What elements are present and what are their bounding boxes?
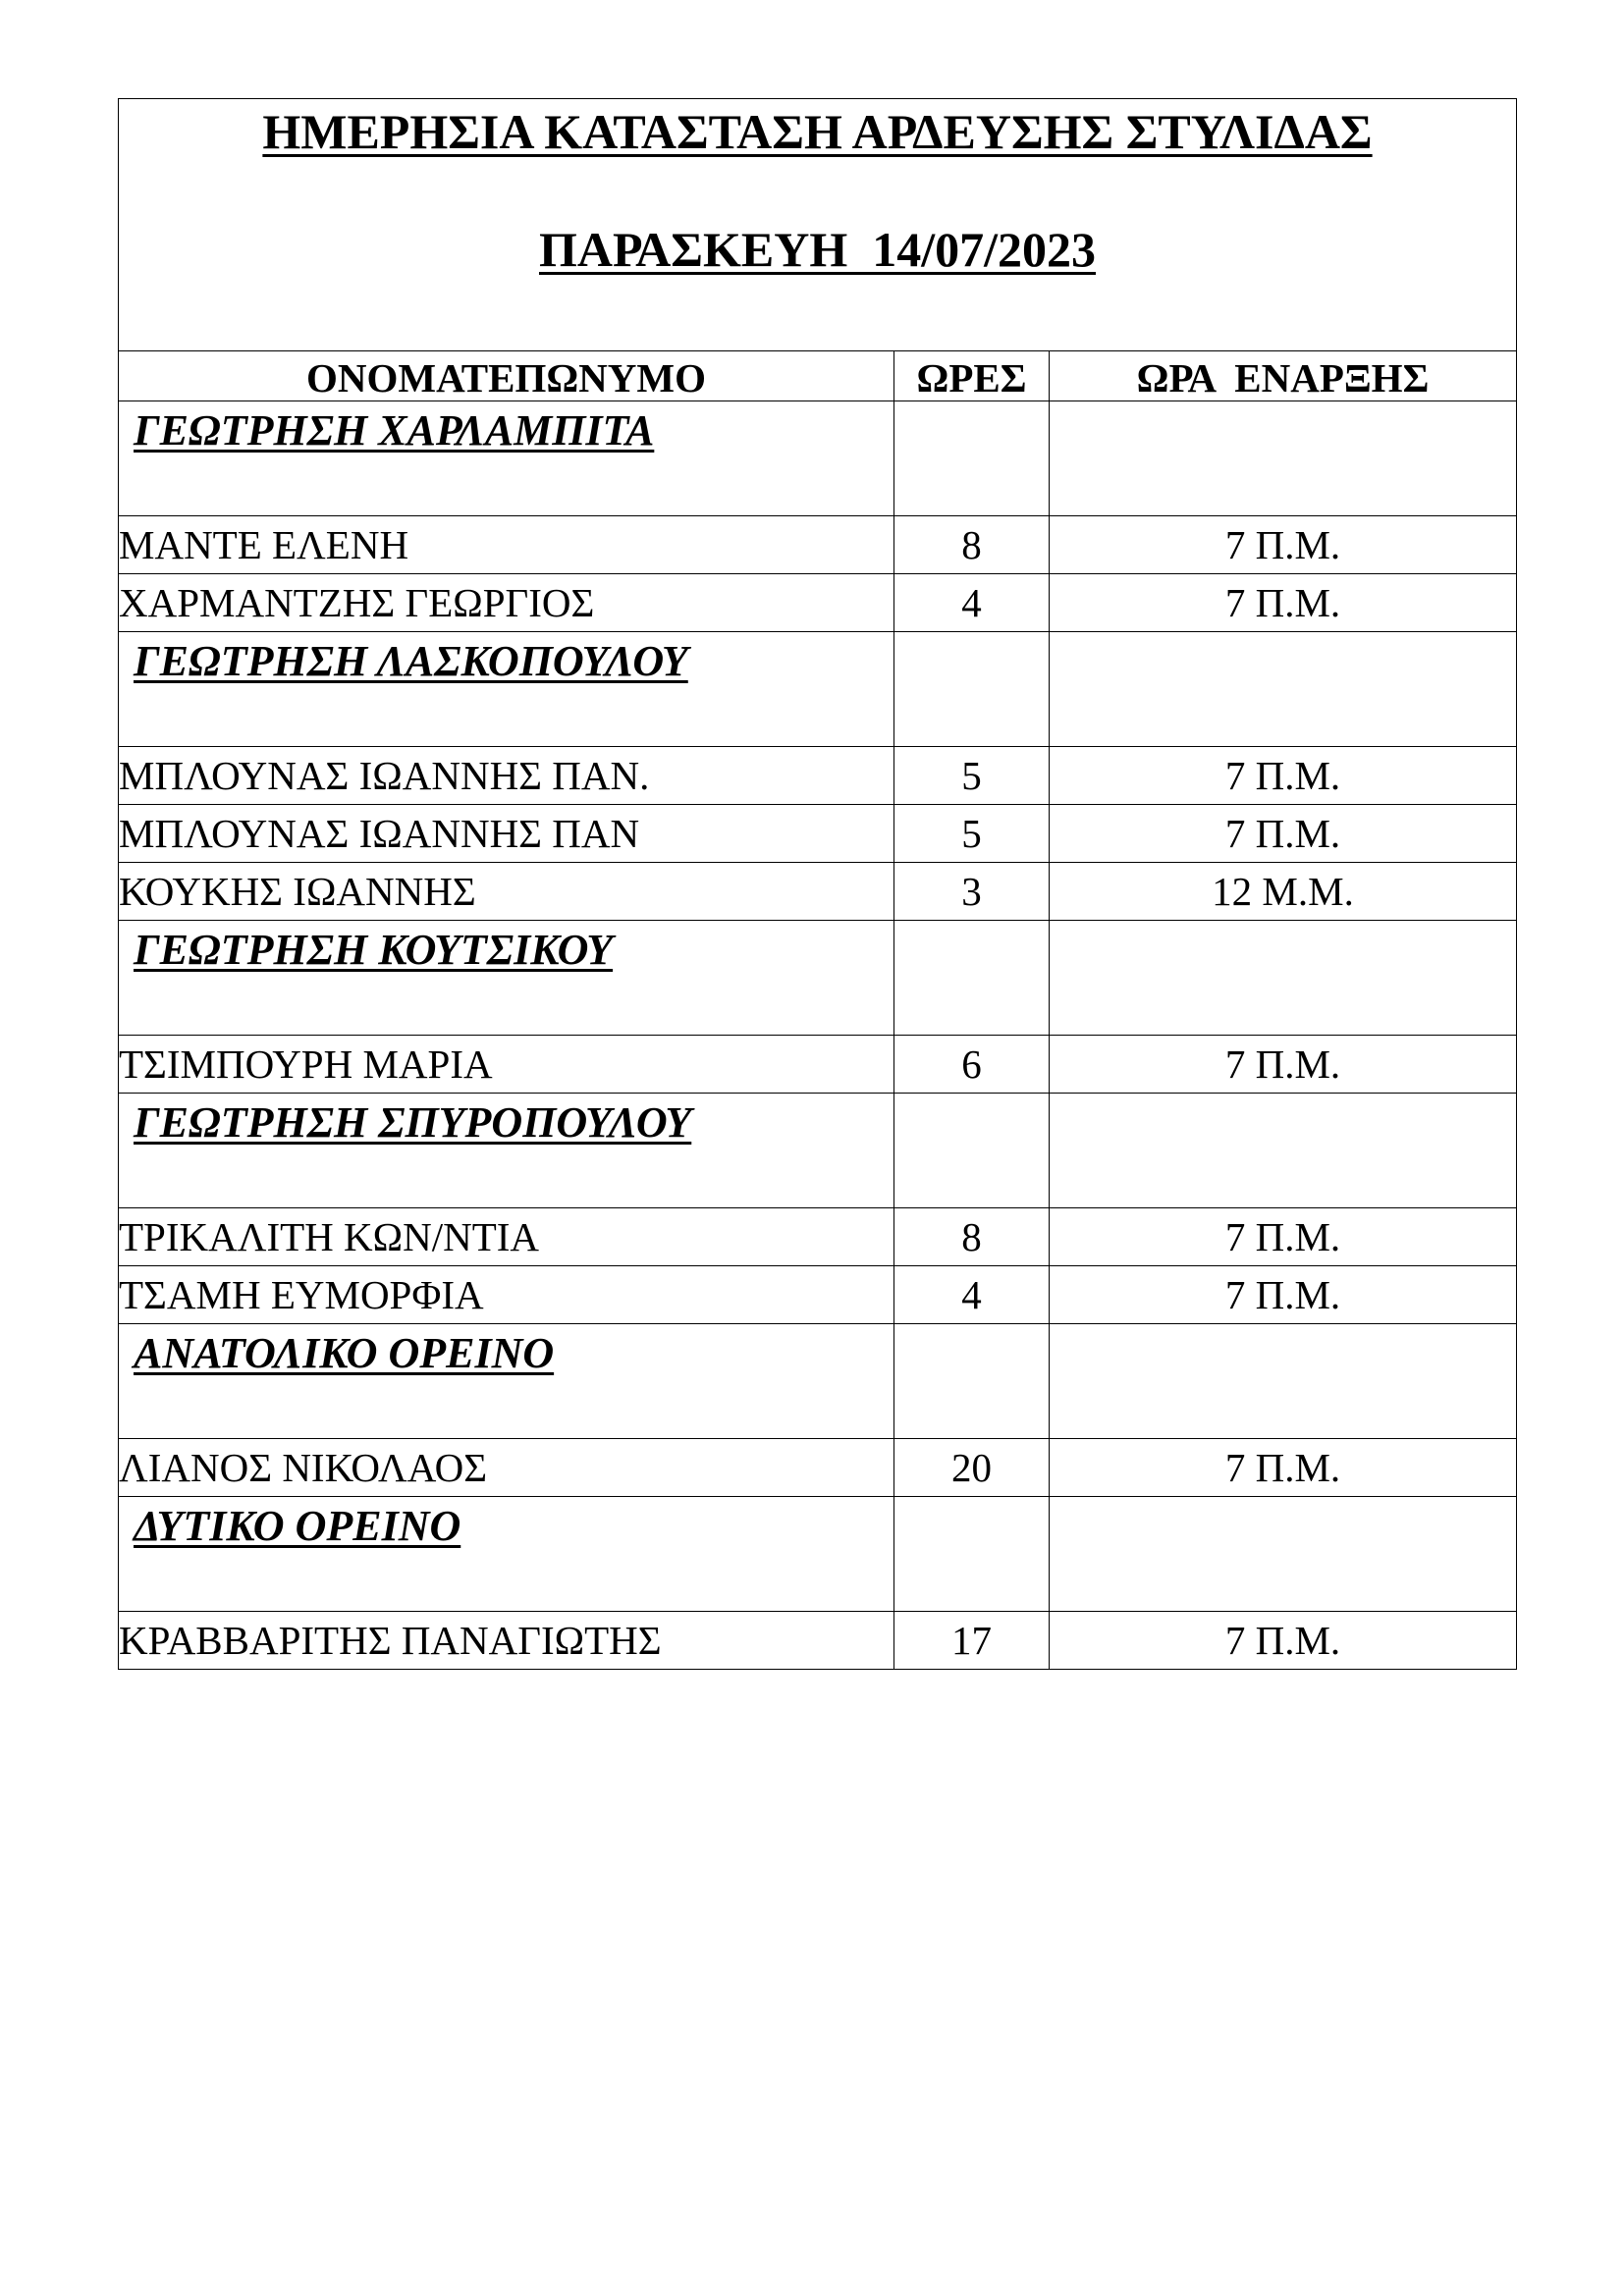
group-label-cell [119, 1094, 894, 1208]
person-name: ΤΣΑΜΗ ΕΥΜΟΡΦΙΑ [119, 1266, 894, 1324]
group-start-cell-empty [1050, 1497, 1517, 1612]
group-start-cell-empty [1050, 401, 1517, 516]
start-time: 7 Π.Μ. [1050, 1439, 1517, 1497]
irrigation-hours: 8 [894, 1208, 1050, 1266]
group-hours-cell-empty [894, 921, 1050, 1036]
person-name: ΜΠΛΟΥΝΑΣ ΙΩΑΝΝΗΣ ΠΑΝ [119, 805, 894, 863]
document-page [118, 98, 1516, 1670]
group-row [119, 1324, 1517, 1439]
group-hours-cell-empty [894, 401, 1050, 516]
start-time: 7 Π.Μ. [1050, 1208, 1517, 1266]
person-name: ΚΡΑΒΒΑΡΙΤΗΣ ΠΑΝΑΓΙΩΤΗΣ [119, 1612, 894, 1670]
group-start-cell-empty [1050, 632, 1517, 747]
table-row [119, 863, 1517, 921]
group-row [119, 1094, 1517, 1208]
table-row [119, 1036, 1517, 1094]
group-row [119, 632, 1517, 747]
person-name: ΜΑΝΤΕ ΕΛΕΝΗ [119, 516, 894, 574]
group-label: ΓΕΩΤΡΗΣΗ ΛΑΣΚΟΠΟΥΛΟΥ [134, 637, 688, 685]
start-time: 7 Π.Μ. [1050, 747, 1517, 805]
irrigation-hours: 4 [894, 574, 1050, 632]
irrigation-hours: 8 [894, 516, 1050, 574]
person-name: ΚΟΥΚΗΣ ΙΩΑΝΝΗΣ [119, 863, 894, 921]
start-time: 7 Π.Μ. [1050, 1266, 1517, 1324]
group-label: ΓΕΩΤΡΗΣΗ ΧΑΡΛΑΜΠΙΤΑ [134, 406, 655, 454]
irrigation-hours: 5 [894, 805, 1050, 863]
group-row [119, 921, 1517, 1036]
group-label-cell [119, 401, 894, 516]
start-time: 7 Π.Μ. [1050, 1036, 1517, 1094]
group-label: ΓΕΩΤΡΗΣΗ ΚΟΥΤΣΙΚΟΥ [134, 926, 614, 974]
group-label-cell [119, 632, 894, 747]
person-name: ΤΣΙΜΠΟΥΡΗ ΜΑΡΙΑ [119, 1036, 894, 1094]
table-row [119, 574, 1517, 632]
group-row [119, 1497, 1517, 1612]
table-row [119, 747, 1517, 805]
group-hours-cell-empty [894, 632, 1050, 747]
group-label: ΓΕΩΤΡΗΣΗ ΣΠΥΡΟΠΟΥΛΟΥ [134, 1098, 692, 1147]
irrigation-hours: 3 [894, 863, 1050, 921]
table-row [119, 516, 1517, 574]
person-name: ΜΠΛΟΥΝΑΣ ΙΩΑΝΝΗΣ ΠΑΝ. [119, 747, 894, 805]
irrigation-hours: 17 [894, 1612, 1050, 1670]
group-hours-cell-empty [894, 1094, 1050, 1208]
group-label-cell [119, 1497, 894, 1612]
irrigation-hours: 5 [894, 747, 1050, 805]
table-header-row [119, 351, 1517, 401]
document-title: ΗΜΕΡΗΣΙΑ ΚΑΤΑΣΤΑΣΗ ΑΡΔΕΥΣΗΣ ΣΤΥΛΙΔΑΣ [262, 104, 1373, 159]
group-start-cell-empty [1050, 921, 1517, 1036]
table-row [119, 1266, 1517, 1324]
group-label-cell [119, 921, 894, 1036]
title-cell [119, 99, 1517, 351]
group-label: ΑΝΑΤΟΛΙΚΟ ΟΡΕΙΝΟ [134, 1329, 555, 1377]
start-time: 7 Π.Μ. [1050, 1612, 1517, 1670]
irrigation-schedule-table [118, 98, 1517, 1670]
irrigation-hours: 6 [894, 1036, 1050, 1094]
column-header-hours: ΩΡΕΣ [894, 351, 1050, 401]
group-hours-cell-empty [894, 1497, 1050, 1612]
start-time: 7 Π.Μ. [1050, 516, 1517, 574]
person-name: ΛΙΑΝΟΣ ΝΙΚΟΛΑΟΣ [119, 1439, 894, 1497]
group-label-cell [119, 1324, 894, 1439]
table-row [119, 805, 1517, 863]
person-name: ΤΡΙΚΑΛΙΤΗ ΚΩΝ/ΝΤΙΑ [119, 1208, 894, 1266]
group-row [119, 401, 1517, 516]
group-start-cell-empty [1050, 1094, 1517, 1208]
table-row [119, 1612, 1517, 1670]
table-row [119, 1208, 1517, 1266]
column-header-start-time: ΩΡΑ ΕΝΑΡΞΗΣ [1050, 351, 1517, 401]
start-time: 7 Π.Μ. [1050, 805, 1517, 863]
group-hours-cell-empty [894, 1324, 1050, 1439]
document-date: ΠΑΡΑΣΚΕΥΗ 14/07/2023 [538, 222, 1097, 277]
start-time: 7 Π.Μ. [1050, 574, 1517, 632]
irrigation-hours: 4 [894, 1266, 1050, 1324]
irrigation-hours: 20 [894, 1439, 1050, 1497]
group-start-cell-empty [1050, 1324, 1517, 1439]
person-name: ΧΑΡΜΑΝΤΖΗΣ ΓΕΩΡΓΙΟΣ [119, 574, 894, 632]
title-row [119, 99, 1517, 351]
column-header-name: ΟΝΟΜΑΤΕΠΩΝΥΜΟ [119, 351, 894, 401]
group-label: ΔΥΤΙΚΟ ΟΡΕΙΝΟ [134, 1502, 461, 1550]
table-row [119, 1439, 1517, 1497]
start-time: 12 Μ.Μ. [1050, 863, 1517, 921]
